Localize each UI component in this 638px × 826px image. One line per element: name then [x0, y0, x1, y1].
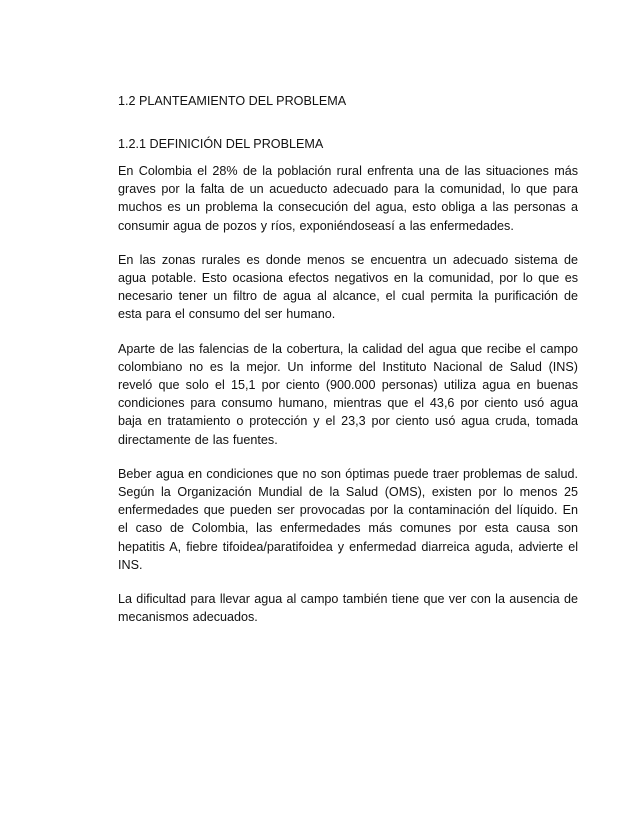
body-text	[118, 162, 578, 642]
paragraph-5: La dificultad para llevar agua al campo también tiene que ver con la ausencia de mecanismos adecuados.	[118, 592, 578, 625]
paragraph-1: En Colombia el 28% de la población rural enfrenta una de las situaciones más graves por la falta de un acueducto adecuado para la comunidad, lo que para muchos es un problema la consecución del agua, esto obliga a las personas a consumir agua de pozos y ríos, exponiéndoseasí a las enfermedades.	[118, 164, 578, 233]
paragraph-2: En las zonas rurales es donde menos se encuentra un adecuado sistema de agua potable. Esto ocasiona efectos negativos en la comunidad, por lo que es necesario tener un filtro de agua al alcance, el cual permita la purificación de esta para el consumo del ser humano.	[118, 252, 578, 322]
subsection-title: 1.2.1 DEFINICIÓN DEL PROBLEMA	[118, 137, 324, 151]
section-title: 1.2 PLANTEAMIENTO DEL PROBLEMA	[118, 94, 347, 108]
paragraph-4: Beber agua en condiciones que no son óptimas puede traer problemas de salud. Según la Organización Mundial de la Salud (OMS), existen por lo menos 25 enfermedades que pueden ser provocadas por la contaminación del líquido. En el caso de Colombia, las enfermedades más comunes por esta causa son hepatitis A, fiebre tifoidea/paratifoidea y enfermedad diarreica aguda, advierte el INS.	[118, 466, 578, 572]
paragraph-3: Aparte de las falencias de la cobertura, la calidad del agua que recibe el campo colombiano no es la mejor. Un informe del Instituto Nacional de Salud (INS) reveló que solo el 15,1 por ciento (900.000 personas) utiliza agua en buenas condiciones para consumo humano, mientras que el 43,6 por ciento usó agua baja en tratamiento o protección y el 23,3 por ciento usó agua cruda, tomada directamente de las fuentes.	[118, 341, 578, 447]
